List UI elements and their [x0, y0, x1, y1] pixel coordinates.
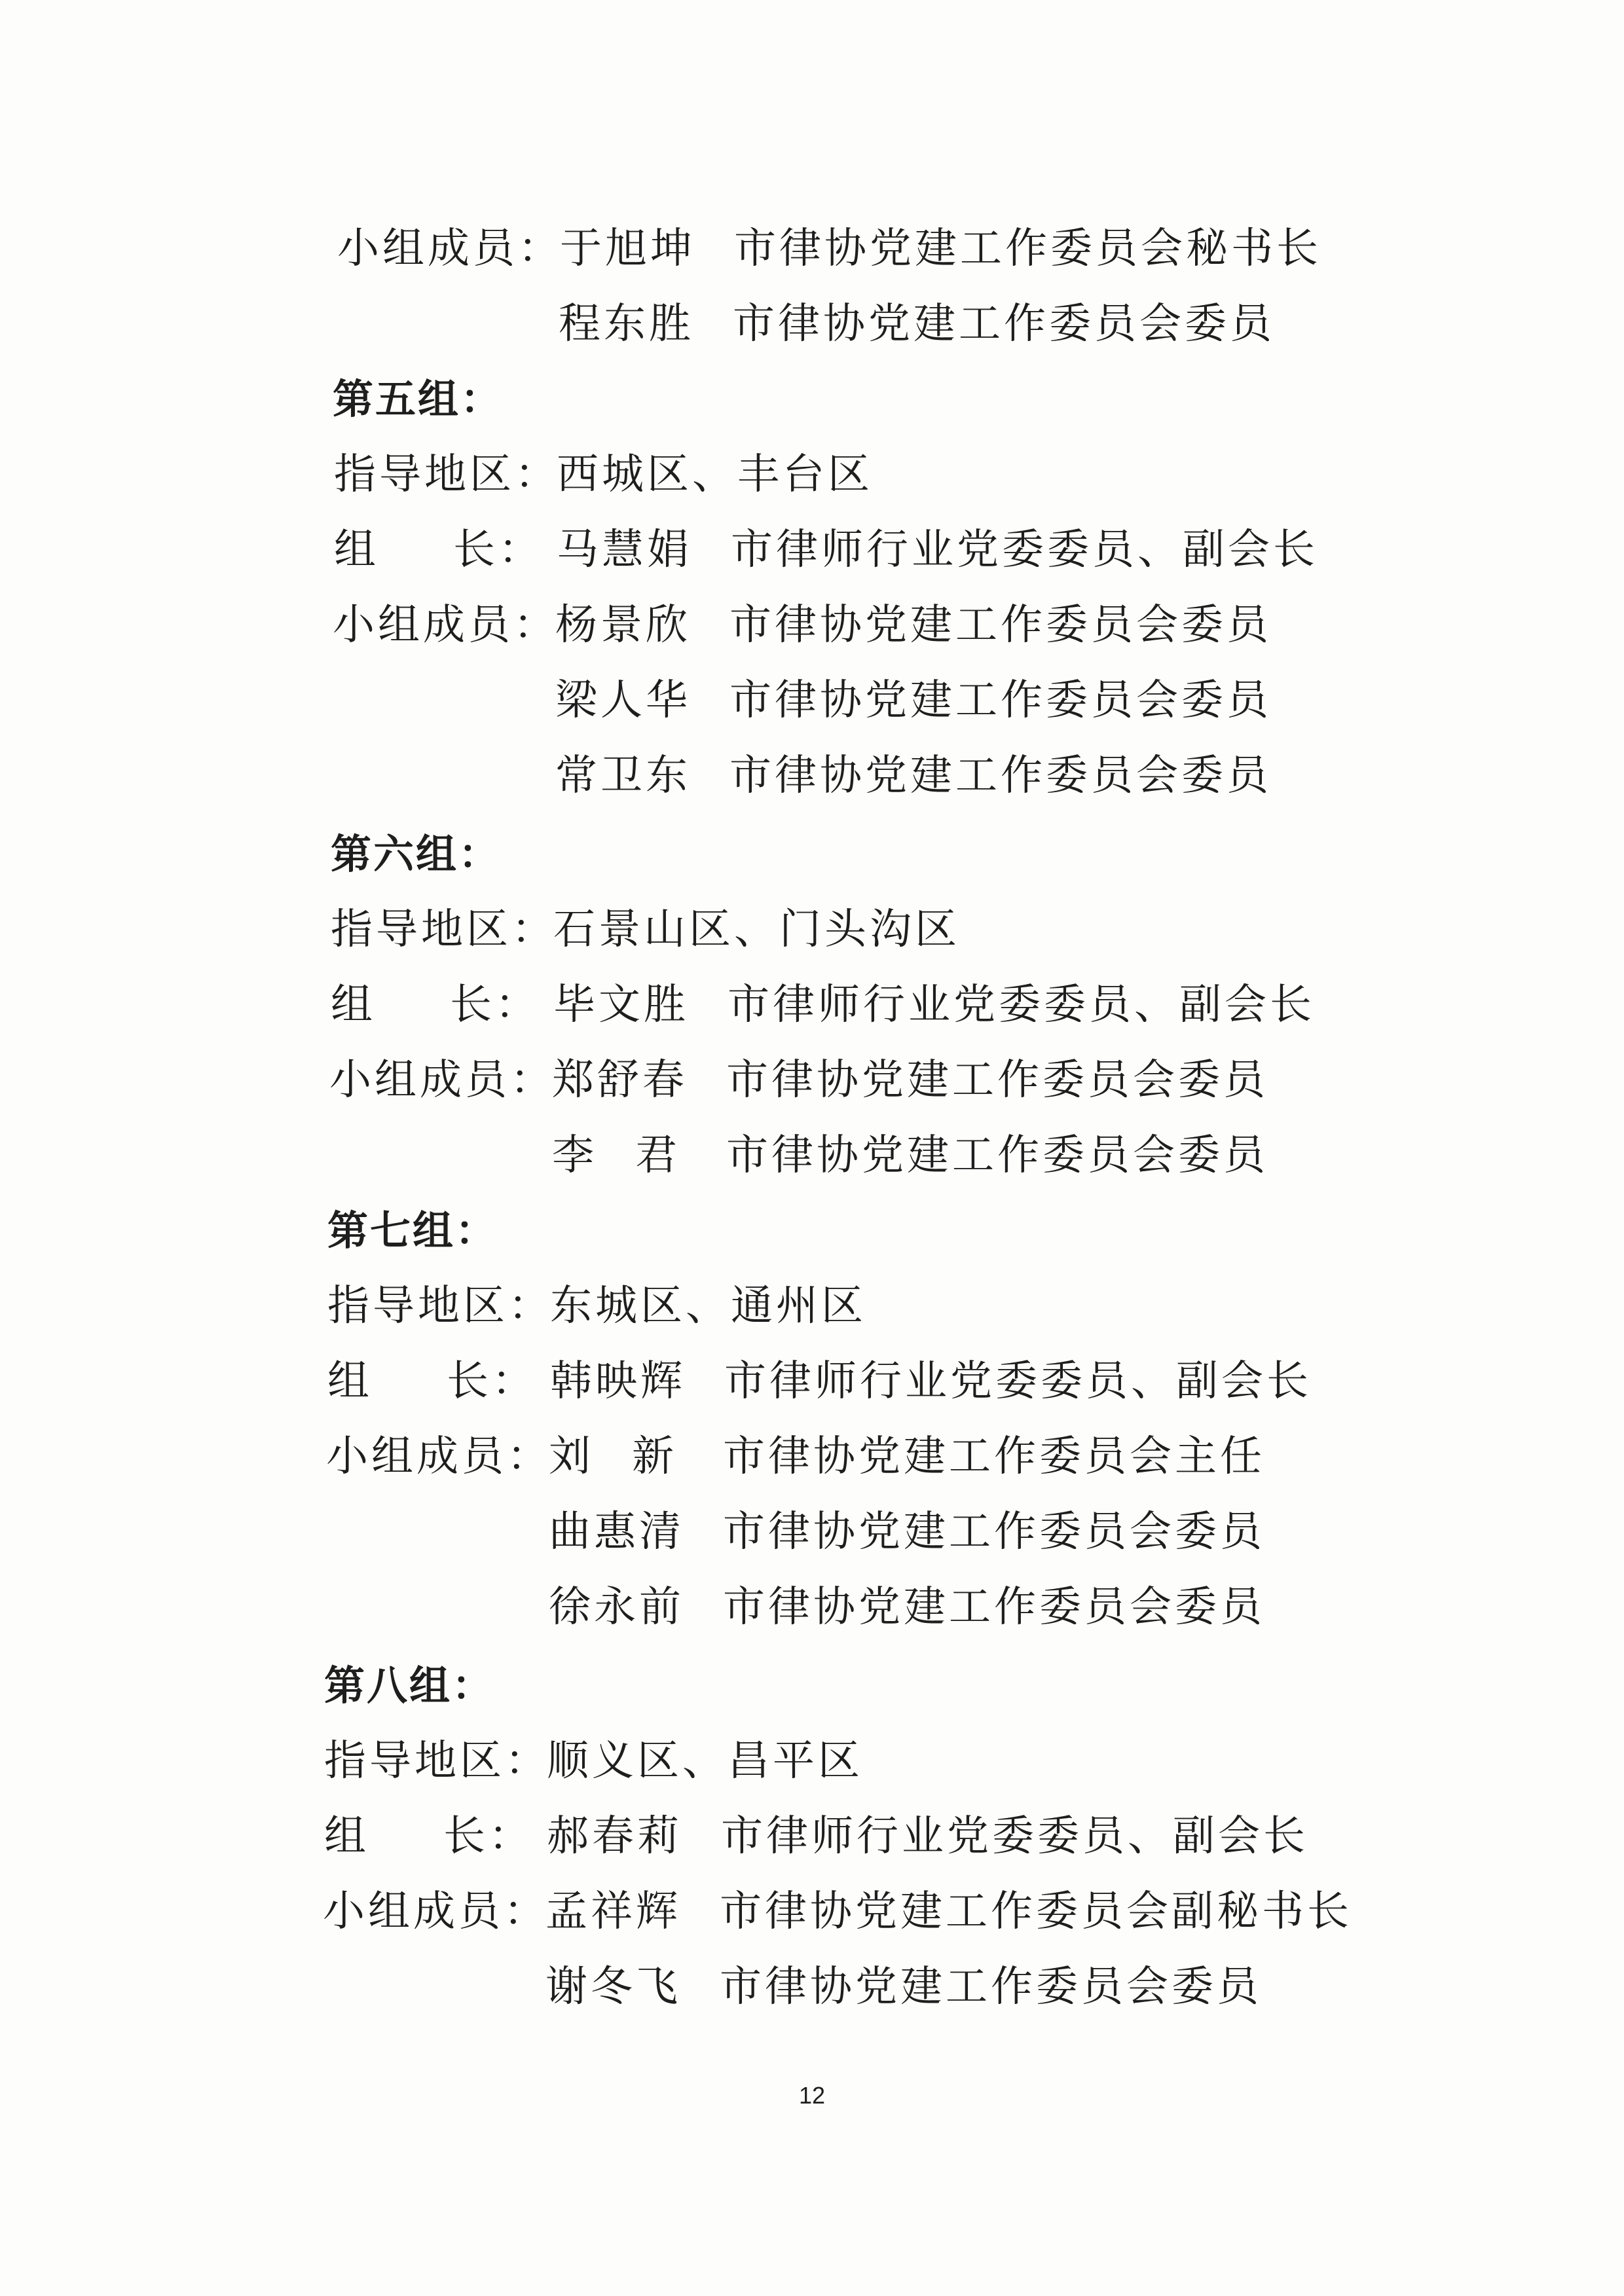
leader-title: 市律师行业党委委员、副会长 — [728, 981, 1315, 1029]
member-title: 市律协党建工作委员会委员 — [726, 1131, 1268, 1180]
group6-heading: 第六组： — [331, 830, 502, 878]
group7-heading: 第七组： — [327, 1207, 498, 1254]
member-name: 徐永前 — [549, 1583, 684, 1631]
guide-area-value: 顺义区、昌平区 — [547, 1737, 863, 1785]
guide-area-value: 东城区、通州区 — [550, 1282, 866, 1330]
leader-name: 郝春莉 — [547, 1812, 682, 1861]
member-name: 郑舒春 — [552, 1056, 688, 1104]
members-label: 小组成员： — [329, 1056, 555, 1104]
member-title: 市律协党建工作委员会委员 — [723, 1583, 1265, 1631]
group8-heading: 第八组： — [324, 1662, 495, 1709]
members-label: 小组成员： — [326, 1432, 552, 1481]
guide-area-label: 指导地区： — [327, 1282, 553, 1330]
member-name: 程东胜 — [559, 300, 694, 348]
member-name: 李 君 — [552, 1131, 680, 1180]
leader-label: 组 长： — [324, 1812, 534, 1861]
members-label: 小组成员： — [333, 601, 559, 649]
member-name: 曲惠清 — [549, 1508, 684, 1556]
leader-label: 组 长： — [331, 981, 540, 1029]
member-title: 市律协党建工作委员会委员 — [726, 1056, 1268, 1104]
guide-area-value: 西城区、丰台区 — [557, 450, 873, 499]
guide-area-value: 石景山区、门头沟区 — [553, 905, 960, 954]
leader-name: 马慧娟 — [557, 526, 692, 574]
page-number: 12 — [798, 2082, 826, 2109]
group5-heading: 第五组： — [333, 375, 504, 423]
member-title: 市律协党建工作委员会委员 — [723, 1508, 1265, 1556]
members-label: 小组成员： — [337, 225, 563, 273]
member-title: 市律协党建工作委员会委员 — [720, 1963, 1262, 2011]
guide-area-label: 指导地区： — [324, 1737, 550, 1785]
member-name: 刘 新 — [549, 1432, 677, 1481]
leader-label: 组 长： — [334, 526, 544, 574]
member-name: 梁人华 — [555, 676, 691, 725]
leader-name: 毕文胜 — [553, 981, 689, 1029]
member-name: 杨景欣 — [555, 601, 691, 649]
guide-area-label: 指导地区： — [331, 905, 557, 954]
member-title: 市律协党建工作委员会副秘书长 — [720, 1887, 1352, 1936]
member-title: 市律协党建工作委员会秘书长 — [734, 225, 1321, 273]
member-title: 市律协党建工作委员会委员 — [733, 300, 1275, 348]
leader-title: 市律师行业党委委员、副会长 — [731, 526, 1318, 574]
member-title: 市律协党建工作委员会委员 — [729, 752, 1272, 800]
member-name: 孟祥辉 — [545, 1887, 681, 1936]
member-title: 市律协党建工作委员会主任 — [723, 1432, 1265, 1481]
member-name: 于旭坤 — [560, 225, 695, 273]
member-name: 常卫东 — [555, 752, 691, 800]
leader-title: 市律师行业党委委员、副会长 — [724, 1357, 1312, 1406]
guide-area-label: 指导地区： — [334, 450, 560, 499]
leader-title: 市律师行业党委委员、副会长 — [721, 1812, 1308, 1861]
leader-label: 组 长： — [327, 1357, 537, 1406]
member-title: 市律协党建工作委员会委员 — [729, 676, 1272, 725]
member-name: 谢冬飞 — [545, 1963, 681, 2011]
member-title: 市律协党建工作委员会委员 — [729, 601, 1272, 649]
leader-name: 韩映辉 — [550, 1357, 686, 1406]
members-label: 小组成员： — [323, 1887, 549, 1936]
